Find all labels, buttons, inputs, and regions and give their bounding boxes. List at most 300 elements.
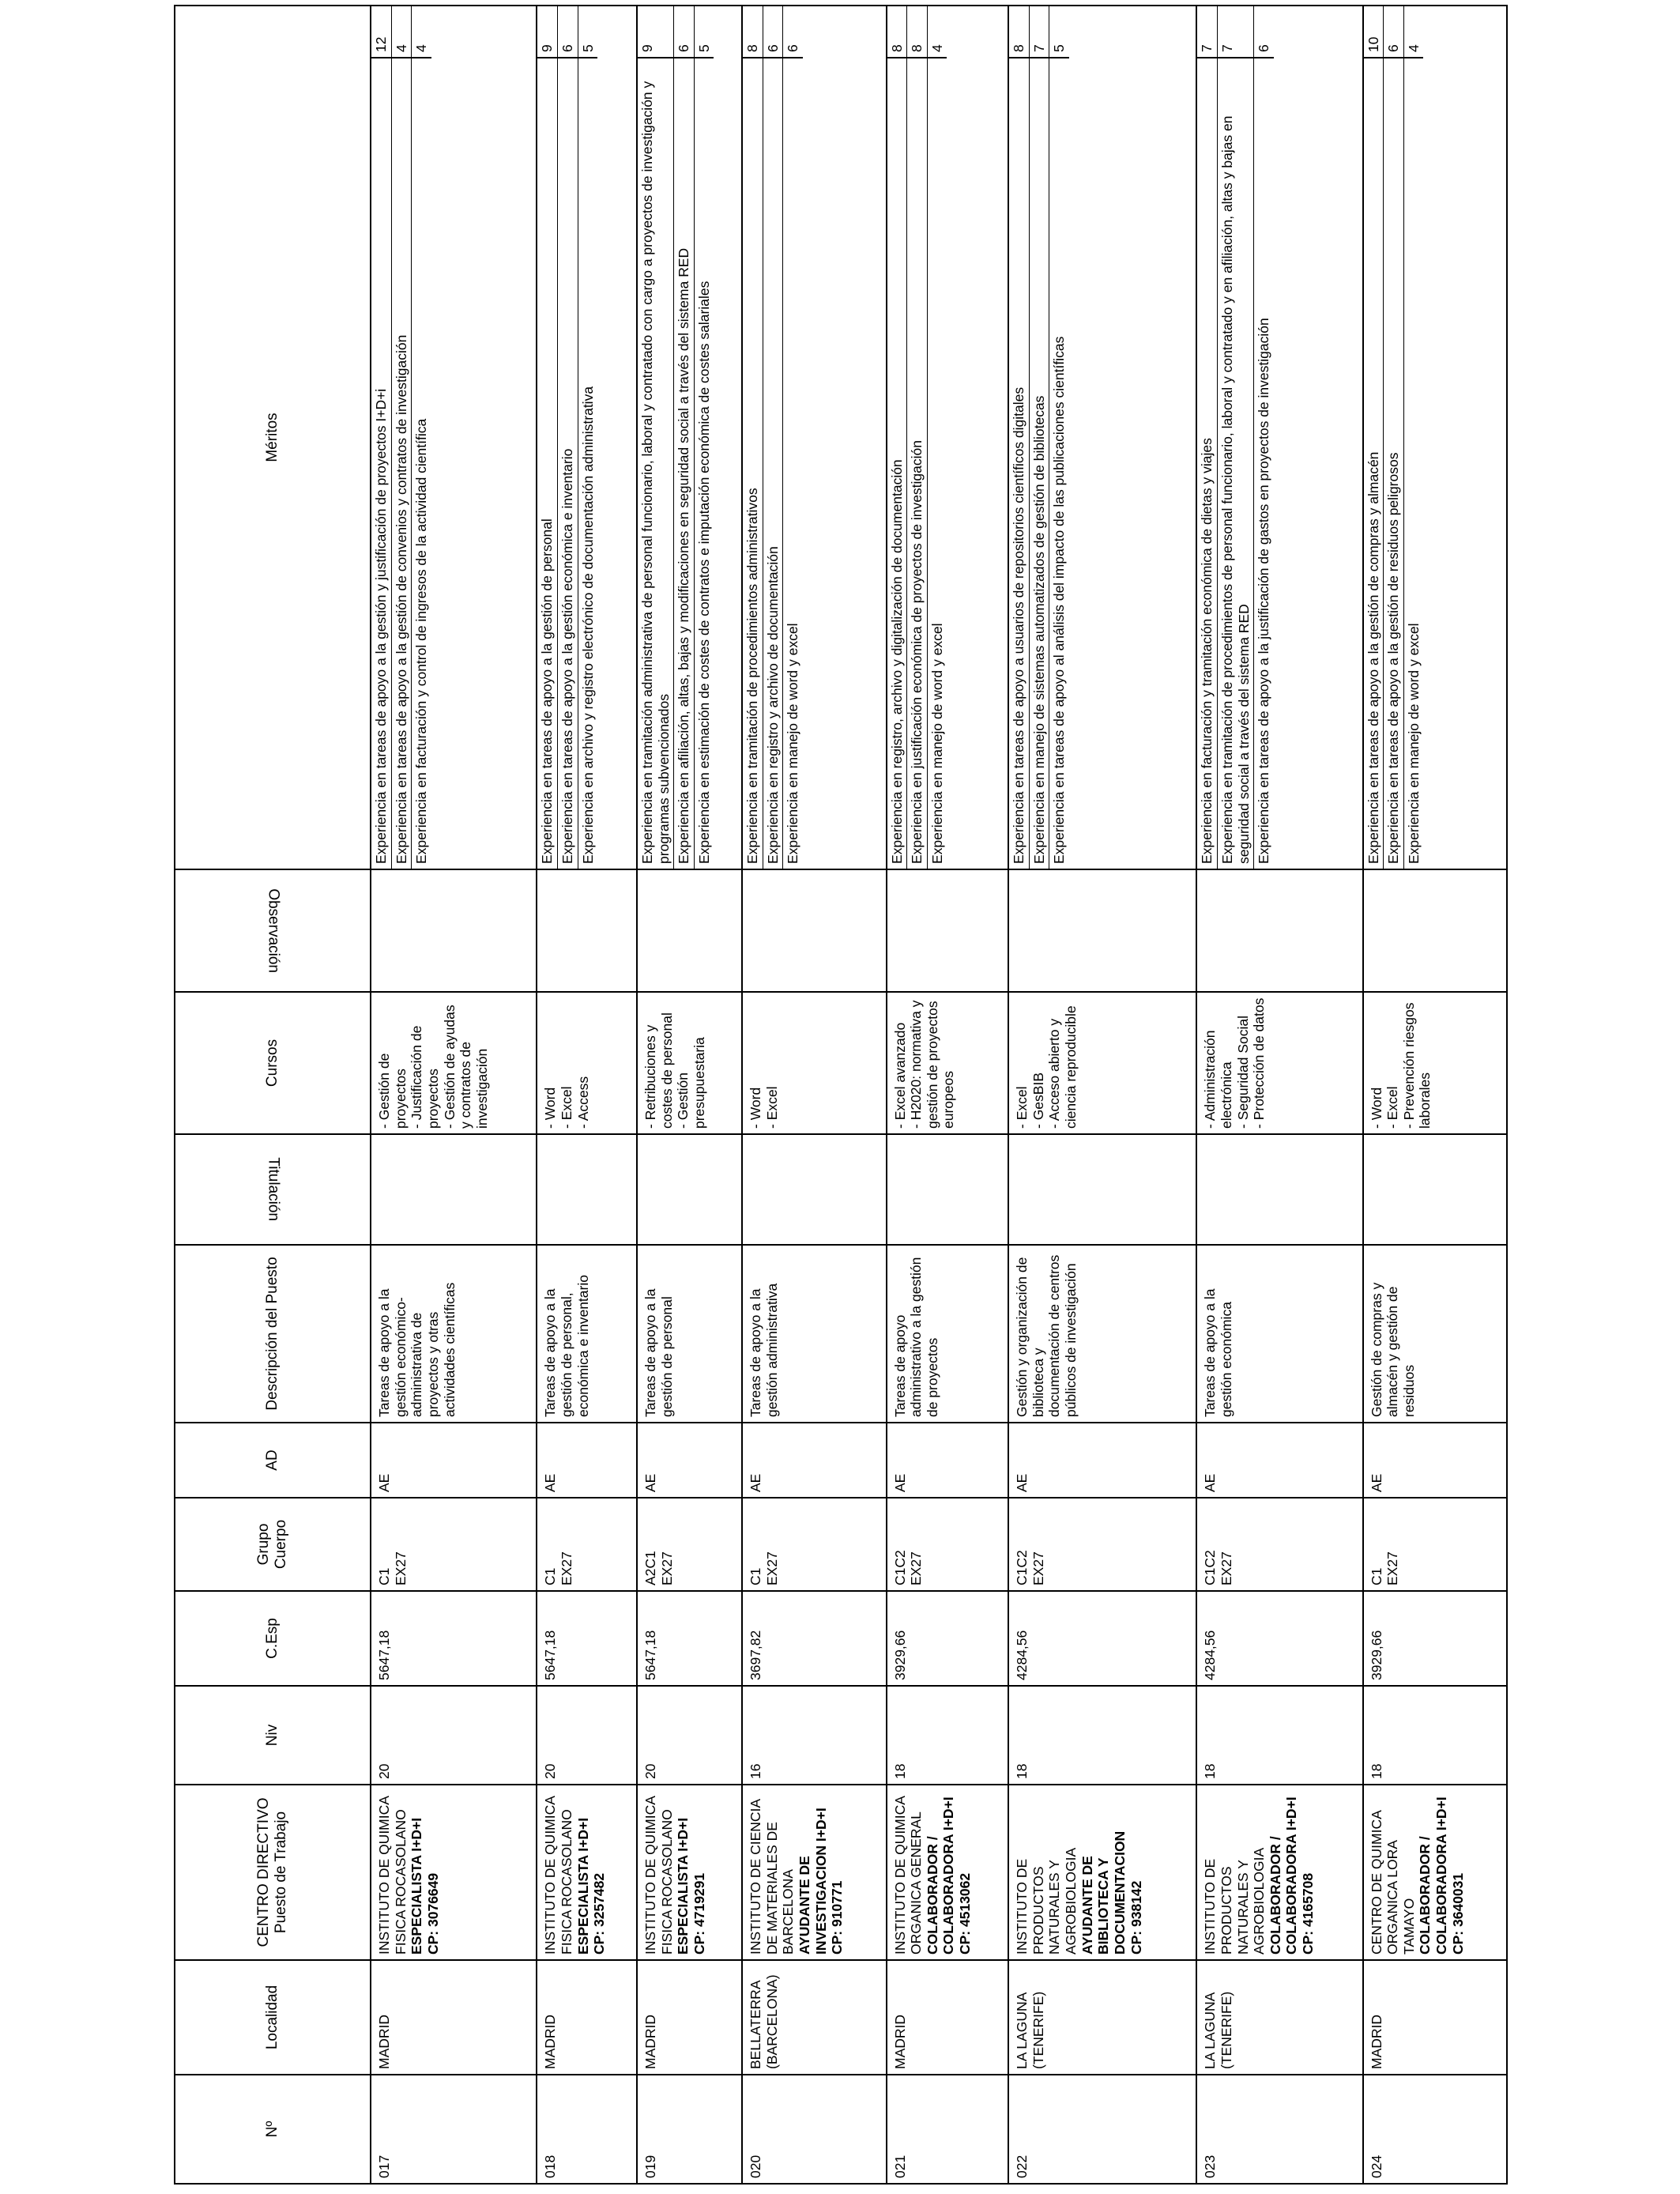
table-row — [1196, 6, 1362, 2184]
cell-cursos — [887, 992, 1008, 1134]
cell-centro — [742, 1785, 886, 1960]
merito-row — [1029, 6, 1049, 869]
row-localidad: MADRID — [891, 2014, 908, 2069]
row-cuerpo: EX27 — [1030, 1551, 1046, 1585]
cell-meritos — [887, 6, 1008, 869]
merito-text: Experiencia en manejo de word y excel — [1405, 623, 1422, 864]
cell-titulacion — [887, 1134, 1008, 1245]
merito-text: Experiencia en manejo de word y excel — [929, 623, 945, 864]
merito-points: 5 — [578, 6, 598, 58]
cursos-list — [748, 997, 780, 1129]
cell-cesp — [1363, 1591, 1507, 1686]
curso-item: - Word — [748, 1087, 764, 1129]
merito-row — [782, 6, 803, 869]
row-localidad: MADRID — [642, 2014, 658, 2069]
row-localidad: MADRID — [542, 2014, 559, 2069]
cell-descripcion — [887, 1245, 1008, 1423]
merito-points: 7 — [1197, 6, 1217, 58]
curso-item: - Excel — [558, 1086, 574, 1129]
row-cesp: 5647,18 — [642, 1630, 658, 1680]
merito-points: 5 — [1049, 6, 1069, 58]
job-positions-table — [174, 5, 1508, 2185]
curso-item: - Gestión de proyectos — [376, 1053, 409, 1129]
cell-cursos — [1008, 992, 1196, 1134]
row-niv: 18 — [1202, 1763, 1219, 1779]
row-puesto: COLABORADOR / COLABORADORA I+D+I — [924, 1796, 957, 1955]
row-centro: INSTITUTO DE PRODUCTOS NATURALES Y AGROBIOLOGIA — [1202, 1847, 1268, 1955]
cell-grupo — [742, 1498, 886, 1591]
merito-row — [673, 6, 694, 869]
row-localidad: LA LAGUNA (TENERIFE) — [1202, 1991, 1234, 2069]
row-niv: 18 — [1014, 1763, 1030, 1779]
cell-ad — [1196, 1423, 1362, 1498]
cell-grupo — [1008, 1498, 1196, 1591]
table-row — [742, 6, 886, 2184]
cell-niv — [887, 1686, 1008, 1785]
merito-points: 8 — [907, 6, 927, 58]
merito-row — [927, 6, 947, 869]
cell-meritos — [742, 6, 886, 869]
row-grupo: A2C1 — [642, 1551, 658, 1585]
row-puesto: COLABORADOR / COLABORADORA I+D+I — [1417, 1796, 1450, 1955]
cell-titulacion — [1196, 1134, 1362, 1245]
cursos-list — [376, 997, 490, 1129]
row-puesto: AYUDANTE DE INVESTIGACION I+D+I — [797, 1808, 829, 1955]
merito-text: Experiencia en facturación y control de ingresos de la actividad científica — [413, 418, 430, 864]
row-ad: AE — [748, 1473, 764, 1492]
merito-points: 4 — [928, 6, 947, 58]
merito-row — [557, 6, 578, 869]
row-grupo: C1C2 — [1202, 1550, 1219, 1585]
header-centro-line2: Puesto de Trabajo — [273, 1811, 289, 1934]
cell-cursos — [637, 992, 742, 1134]
merito-row — [1197, 6, 1217, 869]
row-num: 021 — [891, 2154, 908, 2178]
merito-text: Experiencia en tareas de apoyo a la justificación de gastos en proyectos de investigación — [1256, 318, 1272, 864]
row-cesp: 3697,82 — [748, 1630, 764, 1680]
row-ad: AE — [1014, 1473, 1030, 1492]
cell-niv — [371, 1686, 537, 1785]
merito-text: Experiencia en tareas de apoyo a usuarios de repositorios científicos digitales — [1011, 386, 1027, 864]
cell-descripcion — [537, 1245, 637, 1423]
row-num: 022 — [1014, 2154, 1030, 2178]
merito-row — [906, 6, 927, 869]
cell-localidad — [637, 1960, 742, 2075]
cursos-list — [1369, 997, 1434, 1129]
row-grupo: C1 — [542, 1567, 559, 1585]
curso-item: - Seguridad Social — [1234, 1016, 1251, 1129]
row-cuerpo: EX27 — [392, 1551, 409, 1585]
curso-item: - Administración electrónica — [1202, 1030, 1234, 1129]
row-cuerpo: EX27 — [908, 1551, 925, 1585]
cell-num — [637, 2075, 742, 2184]
header-grupo-line1: Grupo — [254, 1523, 272, 1566]
merito-row — [1049, 6, 1069, 869]
row-localidad: MADRID — [376, 2014, 392, 2069]
row-ad: AE — [891, 1473, 908, 1492]
merito-text: Experiencia en afiliación, altas, bajas y modificaciones en seguridad social a través del sistema RED — [676, 247, 692, 864]
merito-points: 8 — [1009, 6, 1029, 58]
merito-points: 6 — [674, 6, 694, 58]
row-cuerpo: EX27 — [658, 1551, 675, 1585]
merito-row — [1403, 6, 1424, 869]
cell-ad — [742, 1423, 886, 1498]
cell-niv — [1196, 1686, 1362, 1785]
cell-observacion — [1363, 869, 1507, 992]
cell-ad — [887, 1423, 1008, 1498]
cell-centro — [1196, 1785, 1362, 1960]
merito-points: 8 — [887, 6, 907, 58]
row-num: 020 — [748, 2154, 764, 2178]
merito-text: Experiencia en manejo de word y excel — [785, 623, 801, 864]
header-observacion — [175, 869, 371, 992]
row-centro: CENTRO DE QUIMICA ORGANICA LORA TAMAYO — [1368, 1811, 1417, 1955]
row-cesp: 3929,66 — [891, 1630, 908, 1680]
cell-meritos — [1008, 6, 1196, 869]
row-centro: INSTITUTO DE QUIMICA FISICA ROCASOLANO — [376, 1796, 409, 1955]
header-meritos: Méritos — [175, 6, 371, 869]
cell-niv — [637, 1686, 742, 1785]
cell-grupo — [371, 1498, 537, 1591]
merito-text: Experiencia en tareas de apoyo a la gestión económica e inventario — [559, 448, 575, 864]
row-cp: CP: 938142 — [1128, 1880, 1144, 1955]
merito-text: Experiencia en tareas de apoyo a la gestión de convenios y contratos de investigación — [393, 334, 409, 864]
cell-niv — [537, 1686, 637, 1785]
row-descripcion: Gestión de compras y almacén y gestión de residuos — [1368, 1282, 1417, 1417]
row-cesp: 5647,18 — [542, 1630, 559, 1680]
merito-text: Experiencia en tramitación administrativa de personal funcionario, laboral y contratado con cargo a proyectos de investigación y programas subvencionados — [638, 81, 672, 864]
header-localidad: Localidad — [175, 1960, 371, 2075]
merito-row — [1253, 6, 1274, 869]
merito-points: 5 — [695, 6, 714, 58]
row-niv: 18 — [891, 1763, 908, 1779]
cell-cursos — [1196, 992, 1362, 1134]
merito-row — [763, 6, 783, 869]
merito-points: 6 — [763, 6, 783, 58]
merito-row — [638, 6, 673, 869]
cell-ad — [537, 1423, 637, 1498]
merito-points: 8 — [743, 6, 763, 58]
row-puesto: ESPECIALISTA I+D+I — [409, 1817, 425, 1955]
row-ad: AE — [376, 1473, 392, 1492]
cell-observacion — [887, 869, 1008, 992]
row-grupo: C1C2 — [1014, 1550, 1030, 1585]
cell-descripcion — [1363, 1245, 1507, 1423]
row-cuerpo: EX27 — [1384, 1551, 1401, 1585]
merito-points: 6 — [1254, 6, 1274, 58]
cell-descripcion — [742, 1245, 886, 1423]
cell-titulacion — [1363, 1134, 1507, 1245]
cell-meritos — [637, 6, 742, 869]
cell-num — [371, 2075, 537, 2184]
cursos-list — [642, 997, 708, 1129]
row-cuerpo: EX27 — [1218, 1551, 1234, 1585]
row-cesp: 4284,56 — [1202, 1630, 1219, 1680]
table-body — [371, 6, 1507, 2184]
row-localidad: MADRID — [1368, 2014, 1384, 2069]
row-niv: 20 — [642, 1763, 658, 1779]
curso-item: - Prevención riesgos laborales — [1400, 1002, 1433, 1129]
cell-descripcion — [371, 1245, 537, 1423]
table-row — [887, 6, 1008, 2184]
cell-localidad — [537, 1960, 637, 2075]
cursos-list — [542, 997, 591, 1129]
cell-localidad — [371, 1960, 537, 2075]
merito-text: Experiencia en tramitación de procedimientos administrativos — [744, 488, 761, 864]
merito-text: Experiencia en registro y archivo de documentación — [764, 546, 781, 864]
row-num: 017 — [376, 2154, 392, 2178]
merito-points: 4 — [392, 6, 412, 58]
cell-descripcion — [1008, 1245, 1196, 1423]
curso-item: - Word — [542, 1087, 559, 1129]
header-row — [175, 6, 371, 2184]
cell-cesp — [537, 1591, 637, 1686]
row-cp: CP: 910771 — [829, 1880, 846, 1955]
curso-item: - Acceso abierto y ciencia reproducible — [1046, 1005, 1079, 1129]
cell-cesp — [742, 1591, 886, 1686]
cell-num — [1008, 2075, 1196, 2184]
cell-cesp — [887, 1591, 1008, 1686]
row-grupo: C1 — [1368, 1567, 1384, 1585]
merito-points: 12 — [371, 6, 391, 58]
curso-item: - Excel avanzado — [891, 1022, 908, 1129]
cell-centro — [537, 1785, 637, 1960]
row-cesp: 5647,18 — [376, 1630, 392, 1680]
header-num: Nº — [175, 2075, 371, 2184]
cell-observacion — [371, 869, 537, 992]
cell-localidad — [1363, 1960, 1507, 2075]
row-num: 018 — [542, 2154, 559, 2178]
merito-points: 4 — [1404, 6, 1424, 58]
cell-meritos — [537, 6, 637, 869]
header-centro-line1: CENTRO DIRECTIVO — [254, 1797, 272, 1947]
merito-points: 7 — [1030, 6, 1049, 58]
curso-item: - Retribuciones y costes de personal — [642, 1012, 675, 1129]
row-descripcion: Tareas de apoyo a la gestión económico-administrativa de proyectos y otras actividades científicas — [376, 1282, 458, 1417]
row-ad: AE — [1202, 1473, 1219, 1492]
curso-item: - Access — [574, 1076, 591, 1129]
cell-titulacion — [1008, 1134, 1196, 1245]
curso-item: - Gestión de ayudas y contratos de investigación — [441, 1005, 490, 1129]
row-localidad: LA LAGUNA (TENERIFE) — [1014, 1991, 1046, 2069]
curso-item: - Excel — [1014, 1086, 1030, 1129]
merito-row — [537, 6, 557, 869]
curso-item: - Gestión presupuestaria — [675, 1037, 707, 1129]
merito-row — [1383, 6, 1403, 869]
header-grupo-line2: Cuerpo — [273, 1519, 289, 1570]
row-cuerpo: EX27 — [558, 1551, 574, 1585]
merito-row — [371, 6, 391, 869]
cell-niv — [1008, 1686, 1196, 1785]
row-num: 019 — [642, 2154, 658, 2178]
cell-cesp — [1008, 1591, 1196, 1686]
row-puesto: ESPECIALISTA I+D+I — [574, 1817, 591, 1955]
row-cp: CP: 3257482 — [591, 1872, 608, 1955]
table-row — [537, 6, 637, 2184]
curso-item: - Word — [1368, 1087, 1384, 1129]
merito-points: 6 — [558, 6, 578, 58]
row-descripcion: Tareas de apoyo administrativo a la gestión de proyectos — [891, 1257, 940, 1417]
merito-points: 10 — [1364, 6, 1384, 58]
cell-cursos — [742, 992, 886, 1134]
row-descripcion: Tareas de apoyo a la gestión económica — [1202, 1288, 1234, 1417]
cell-num — [1363, 2075, 1507, 2184]
merito-row — [694, 6, 714, 869]
row-cp: CP: 4513062 — [957, 1872, 974, 1955]
merito-points: 7 — [1218, 6, 1253, 58]
header-cursos: Cursos — [175, 992, 371, 1134]
curso-item: - Excel — [763, 1086, 780, 1129]
cell-meritos — [371, 6, 537, 869]
cell-titulacion — [742, 1134, 886, 1245]
cursos-list — [1014, 997, 1079, 1129]
table-row — [1008, 6, 1196, 2184]
row-puesto: COLABORADOR / COLABORADORA I+D+I — [1267, 1796, 1300, 1955]
cursos-list — [1202, 997, 1268, 1129]
curso-item: - Justificación de proyectos — [409, 1025, 441, 1129]
curso-item: - H2020: normativa y gestión de proyectos europeos — [908, 1000, 957, 1129]
row-centro: INSTITUTO DE QUIMICA ORGANICA GENERAL — [891, 1796, 925, 1955]
cursos-list — [892, 997, 958, 1129]
merito-text: Experiencia en tareas de apoyo a la gestión de personal — [539, 518, 556, 864]
row-ad: AE — [1368, 1473, 1384, 1492]
rotated-page — [174, 6, 1508, 2185]
row-cesp: 4284,56 — [1014, 1630, 1030, 1680]
row-grupo: C1 — [748, 1567, 764, 1585]
merito-text: Experiencia en tareas de apoyo al análisis del impacto de las publicaciones científicas — [1051, 336, 1068, 864]
row-cp: CP: 4719291 — [691, 1872, 707, 1955]
merito-row — [743, 6, 763, 869]
merito-row — [1217, 6, 1253, 869]
row-descripcion: Tareas de apoyo a la gestión de personal — [642, 1288, 675, 1417]
header-titulacion-text: Titulación — [265, 1157, 282, 1222]
merito-points: 6 — [783, 6, 803, 58]
cell-titulacion — [537, 1134, 637, 1245]
cell-observacion — [537, 869, 637, 992]
row-ad: AE — [642, 1473, 658, 1492]
merito-text: Experiencia en tareas de apoyo a la gestión de residuos peligrosos — [1385, 452, 1402, 864]
cell-centro — [371, 1785, 537, 1960]
merito-row — [1009, 6, 1029, 869]
row-grupo: C1C2 — [891, 1550, 908, 1585]
cell-num — [537, 2075, 637, 2184]
header-descripcion: Descripción del Puesto — [175, 1245, 371, 1423]
merito-text: Experiencia en estimación de costes de contratos e imputación económica de costes salariales — [695, 281, 712, 864]
table-row — [637, 6, 742, 2184]
merito-points: 9 — [638, 6, 673, 58]
row-puesto: ESPECIALISTA I+D+I — [675, 1817, 691, 1955]
row-niv: 18 — [1368, 1763, 1384, 1779]
cell-grupo — [1363, 1498, 1507, 1591]
header-grupo — [175, 1498, 371, 1591]
merito-row — [391, 6, 412, 869]
merito-row — [1364, 6, 1384, 869]
cell-observacion — [637, 869, 742, 992]
merito-text: Experiencia en manejo de sistemas automatizados de gestión de bibliotecas — [1030, 395, 1047, 864]
cell-cursos — [1363, 992, 1507, 1134]
cell-ad — [1008, 1423, 1196, 1498]
row-centro: INSTITUTO DE PRODUCTOS NATURALES Y AGROBIOLOGIA — [1014, 1847, 1079, 1955]
curso-item: - Excel — [1384, 1086, 1401, 1129]
cell-meritos — [1363, 6, 1507, 869]
cell-localidad — [887, 1960, 1008, 2075]
row-puesto: AYUDANTE DE BIBLIOTECA Y DOCUMENTACION — [1079, 1830, 1128, 1955]
row-centro: INSTITUTO DE QUIMICA FISICA ROCASOLANO — [642, 1796, 675, 1955]
merito-text: Experiencia en facturación y tramitación económica de dietas y viajes — [1199, 438, 1215, 864]
merito-points: 9 — [537, 6, 557, 58]
row-grupo: C1 — [376, 1567, 392, 1585]
header-ad: AD — [175, 1423, 371, 1498]
cell-grupo — [887, 1498, 1008, 1591]
cell-ad — [1363, 1423, 1507, 1498]
merito-points: 4 — [412, 6, 431, 58]
cell-localidad — [1196, 1960, 1362, 2075]
cell-centro — [1363, 1785, 1507, 1960]
cell-localidad — [742, 1960, 886, 2075]
merito-text: Experiencia en tareas de apoyo a la gestión de compras y almacén — [1365, 451, 1381, 864]
merito-points: 6 — [1384, 6, 1403, 58]
row-descripcion: Gestión y organización de biblioteca y documentación de centros públicos de investigación — [1014, 1254, 1079, 1417]
cell-observacion — [1008, 869, 1196, 992]
cell-observacion — [1196, 869, 1362, 992]
cell-meritos — [1196, 6, 1362, 869]
cell-descripcion — [1196, 1245, 1362, 1423]
row-descripcion: Tareas de apoyo a la gestión administrativa — [748, 1283, 780, 1417]
cell-num — [887, 2075, 1008, 2184]
cell-cesp — [637, 1591, 742, 1686]
header-titulacion — [175, 1134, 371, 1245]
cell-niv — [742, 1686, 886, 1785]
row-num: 023 — [1202, 2154, 1219, 2178]
row-ad: AE — [542, 1473, 559, 1492]
merito-row — [411, 6, 431, 869]
cell-cesp — [1196, 1591, 1362, 1686]
row-niv: 20 — [542, 1763, 559, 1779]
header-cesp: C.Esp — [175, 1591, 371, 1686]
cell-grupo — [537, 1498, 637, 1591]
row-num: 024 — [1368, 2154, 1384, 2178]
cell-grupo — [1196, 1498, 1362, 1591]
merito-text: Experiencia en justificación económica de proyectos de investigación — [909, 440, 925, 864]
merito-text: Experiencia en registro, archivo y digitalización de documentación — [888, 459, 905, 864]
row-niv: 20 — [376, 1763, 392, 1779]
cell-localidad — [1008, 1960, 1196, 2075]
cell-centro — [637, 1785, 742, 1960]
row-cp: CP: 3076649 — [424, 1872, 441, 1955]
row-cp: CP: 4165708 — [1300, 1872, 1317, 1955]
cell-cursos — [537, 992, 637, 1134]
row-cuerpo: EX27 — [763, 1551, 780, 1585]
cell-niv — [1363, 1686, 1507, 1785]
cell-ad — [371, 1423, 537, 1498]
curso-item: - GesBIB — [1030, 1072, 1046, 1129]
row-localidad: BELLATERRA (BARCELONA) — [748, 1974, 780, 2069]
header-centro — [175, 1785, 371, 1960]
row-cp: CP: 3640031 — [1449, 1872, 1466, 1955]
cell-observacion — [742, 869, 886, 992]
row-centro: INSTITUTO DE QUIMICA FISICA ROCASOLANO — [542, 1796, 574, 1955]
merito-text: Experiencia en tramitación de procedimientos de personal funcionario, laboral y contratado y en afiliación, altas y bajas en seguridad social a través del sistema RED — [1219, 115, 1252, 864]
cell-cursos — [371, 992, 537, 1134]
merito-text: Experiencia en tareas de apoyo a la gestión y justificación de proyectos I+D+i — [373, 388, 389, 864]
table-row — [371, 6, 537, 2184]
cell-titulacion — [637, 1134, 742, 1245]
cell-titulacion — [371, 1134, 537, 1245]
cell-grupo — [637, 1498, 742, 1591]
row-descripcion: Tareas de apoyo a la gestión de personal, económica e inventario — [542, 1275, 591, 1417]
row-cesp: 3929,66 — [1368, 1630, 1384, 1680]
cell-ad — [637, 1423, 742, 1498]
